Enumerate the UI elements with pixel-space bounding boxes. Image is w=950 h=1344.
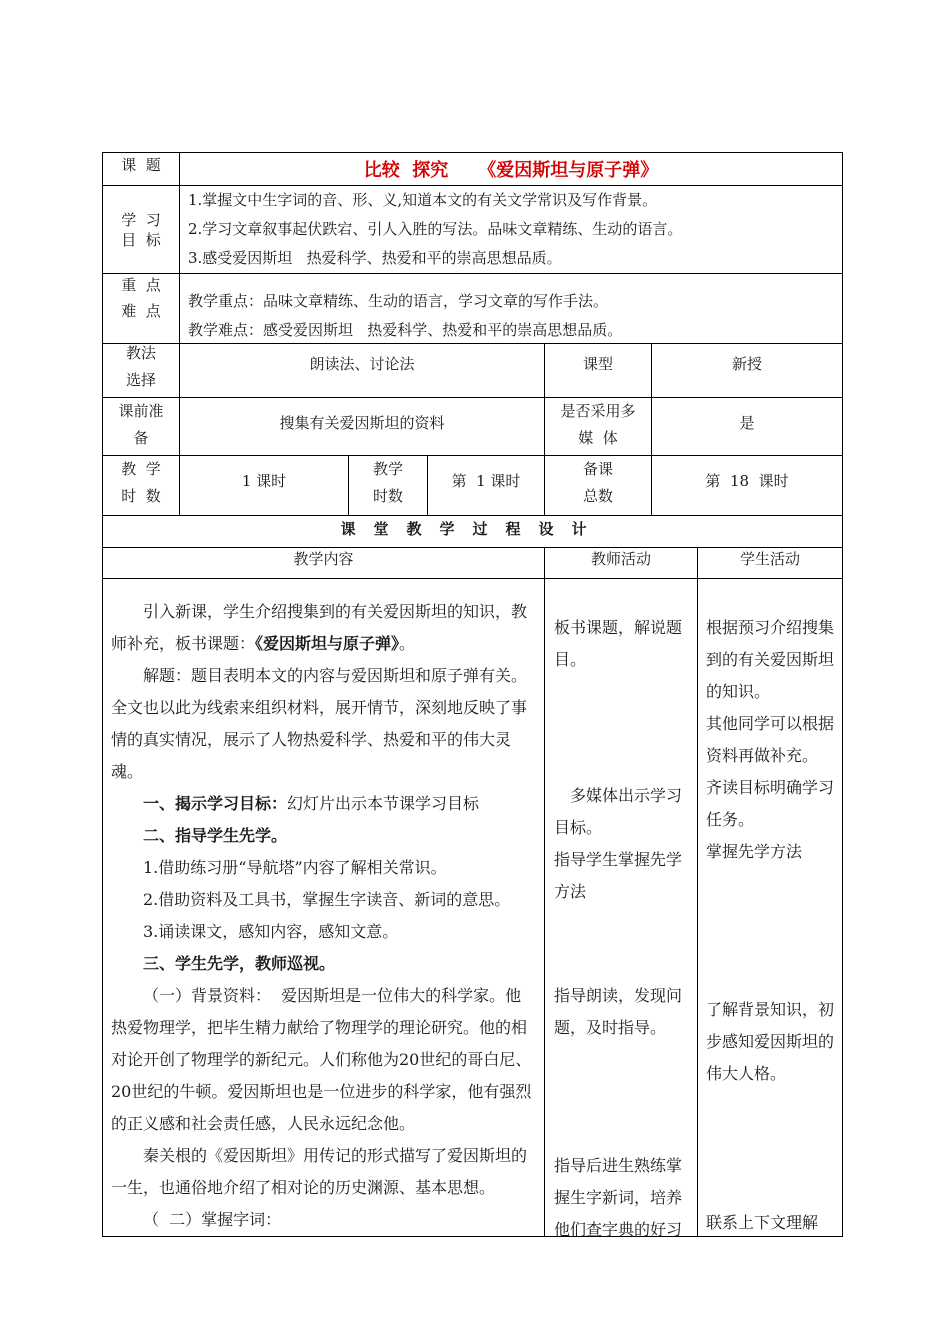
teacher-activity-4: [554, 1150, 690, 1246]
media-label-line1: 是否采用多: [560, 402, 636, 420]
student-activity-2: [706, 994, 836, 1090]
col-header-student-text: 学生活动: [739, 550, 800, 568]
student-activity-text: 联系上下文理解: [706, 1213, 819, 1232]
step-three-heading: 三、学生先学，教师巡视。: [143, 954, 336, 973]
objectives-label-line1: 学 习: [121, 211, 161, 229]
objectives-list: [188, 186, 838, 272]
topic-label-text: 课 题: [121, 156, 161, 174]
prep-value-text: 搜集有关爱因斯坦的资料: [279, 413, 445, 432]
teacher-activity-1: [554, 612, 690, 676]
media-label: [545, 398, 651, 454]
teaching-focus: 教学重点：品味文章精练、生动的语言，学习文章的写作手法。: [188, 292, 609, 310]
total-label-line1: 备课: [582, 460, 613, 478]
teacher-activity-3: [554, 980, 690, 1044]
total-label: [545, 456, 651, 514]
teacher-activity-2: [554, 780, 690, 908]
lesson-title-prefix: 比较 探究: [363, 160, 449, 181]
hours-label-line2: 时 数: [121, 487, 161, 505]
hours-value: [180, 456, 348, 506]
prep-label: [103, 398, 179, 454]
table-border: [842, 152, 843, 1237]
student-activity-1: [706, 612, 836, 868]
lesson-type-label-text: 课型: [582, 355, 613, 373]
objectives-label: [103, 210, 179, 260]
session-value: [428, 456, 544, 506]
table-border: [102, 273, 843, 274]
teaching-content: [111, 596, 535, 1232]
step-one-text: 幻灯片出示本节课学习目标: [287, 794, 480, 813]
method-label: [103, 340, 179, 394]
media-label-line2: 媒 体: [578, 429, 618, 447]
intro-paragraph: [111, 596, 535, 660]
method-value-text: 朗读法、讨论法: [309, 355, 415, 373]
vocab-heading: （ 二）掌握字词：: [143, 1210, 282, 1229]
student-activity-text: 掌握先学方法: [706, 842, 803, 861]
title-explanation: 解题：题目表明本文的内容与爱因斯坦和原子弹有关。全文也以此为线索来组织材料，展开情节，深刻地反映了事情的真实情况，展示了人物热爱科学、热爱和平的伟大灵魂。: [111, 666, 528, 781]
hours-value-text: 1 课时: [241, 472, 287, 490]
session-label-line2: 时数: [372, 487, 403, 505]
teacher-activity-text: 指导后进生熟练掌握生字新词，培养他们查字典的好习: [554, 1156, 683, 1239]
topic-label: [103, 153, 179, 177]
objective-item: 3.感受爱因斯坦 热爱科学、热爱和平的崇高思想品质。: [188, 249, 562, 267]
col-header-content-text: 教学内容: [293, 550, 354, 568]
lesson-type-label: [545, 344, 651, 384]
table-border: [544, 547, 545, 1237]
teaching-difficulty: 教学难点：感受爱因斯坦 热爱科学、热爱和平的崇高思想品质。: [188, 321, 623, 339]
student-activity-text: 齐读目标明确学习任务。: [706, 778, 835, 829]
method-label-line2: 选择: [125, 371, 156, 389]
objectives-label-line2: 目 标: [121, 231, 161, 249]
student-activity-text: 了解背景知识，初步感知爱因斯坦的伟大人格。: [706, 1000, 835, 1083]
step-two-item: 3.诵读课文，感知内容，感知文意。: [143, 922, 399, 941]
lesson-title: [180, 153, 842, 185]
student-activity-3: [706, 1210, 836, 1236]
total-label-line2: 总数: [582, 487, 613, 505]
session-value-text: 第 1 课时: [451, 472, 521, 490]
lesson-type-value-text: 新授: [731, 355, 762, 373]
col-header-teacher: [545, 548, 697, 570]
student-activity-text: 根据预习介绍搜集到的有关爱因斯坦的知识。: [706, 618, 835, 701]
key-points-content: [188, 287, 838, 343]
intro-text: 引入新课，学生介绍搜集到的有关爱因斯坦的知识，教师补充，板书课题：: [111, 602, 528, 653]
objective-item: 1.掌握文中生字词的音、形、义,知道本文的有关文学常识及写作背景。: [188, 191, 658, 209]
key-points-label: [103, 272, 179, 332]
col-header-teacher-text: 教师活动: [590, 550, 651, 568]
hours-label: [103, 456, 179, 514]
hours-label-line1: 教 学: [121, 460, 161, 478]
lesson-type-value: [652, 344, 842, 384]
method-label-line1: 教法: [125, 344, 156, 362]
teacher-activity-text: 多媒体出示学习目标。: [554, 786, 683, 837]
student-activity-text: 其他同学可以根据资料再做补充。: [706, 714, 835, 765]
key-points-label-line2: 难 点: [121, 302, 161, 320]
step-two-heading: 二、指导学生先学。: [143, 826, 288, 845]
session-label-line1: 教学: [372, 460, 403, 478]
step-two-item: 1.借助练习册“导航塔”内容了解相关常识。: [143, 858, 447, 877]
process-section-title: [103, 516, 842, 540]
col-header-content: [103, 548, 544, 570]
objective-item: 2.学习文章叙事起伏跌宕、引人入胜的写法。品味文章精练、生动的语言。: [188, 220, 683, 238]
key-points-label-line1: 重 点: [121, 276, 161, 294]
media-value-text: 是: [739, 413, 755, 432]
media-value: [652, 398, 842, 447]
prep-label-line2: 备: [133, 429, 149, 447]
step-two-item: 2.借助资料及工具书，掌握生字读音、新词的意思。: [143, 890, 511, 909]
lesson-title-main: 《爱因斯坦与原子弹》: [478, 160, 659, 181]
col-header-student: [698, 548, 842, 570]
total-value: [652, 456, 842, 506]
process-section-title-text: 课堂教学过程设计: [340, 519, 605, 538]
teacher-activity-text: 指导学生掌握先学方法: [554, 850, 683, 901]
prep-value: [180, 398, 544, 447]
session-label: [349, 456, 427, 514]
total-value-text: 第 18 课时: [705, 472, 789, 490]
teacher-activity-text: 指导朗读，发现问题，及时指导。: [554, 986, 683, 1037]
background-paragraph: （一）背景资料： 爱因斯坦是一位伟大的科学家。他热爱物理学，把毕生精力献给了物理学的理论研究。他的相对论开创了物理学的新纪元。人们称他为20世纪的哥白尼、20世纪的牛顿。爱因斯坦也是一位进步的科学家，他有强烈的正义感和社会责任感，人民永远纪念他。: [111, 986, 532, 1133]
step-one-heading: 一、揭示学习目标：: [143, 794, 288, 813]
intro-end: 。: [399, 634, 416, 653]
intro-title: 《爱因斯坦与原子弹》: [255, 634, 400, 653]
teacher-activity-text: 板书课题，解说题目。: [554, 618, 683, 669]
method-value: [180, 344, 544, 384]
table-border: [102, 1236, 843, 1237]
table-border: [697, 547, 698, 1237]
qin-paragraph: 秦关根的《爱因斯坦》用传记的形式描写了爱因斯坦的一生，也通俗地介绍了相对论的历史渊源、基本思想。: [111, 1146, 528, 1197]
prep-label-line1: 课前准: [118, 402, 164, 420]
table-border: [102, 578, 843, 579]
step-one: [111, 788, 535, 820]
